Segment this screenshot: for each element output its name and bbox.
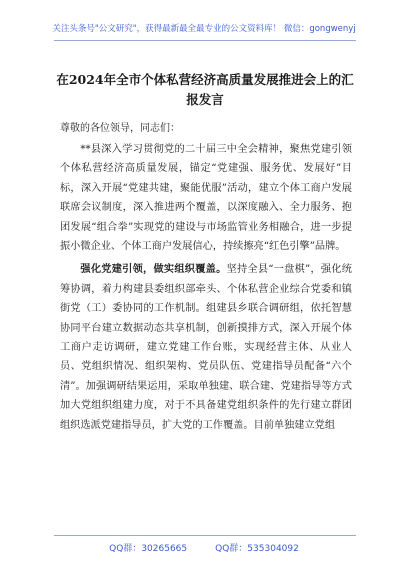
document-title: 在2024年全市个体私营经济高质量发展推进会上的汇报发言 [56,72,354,107]
document-body [60,140,352,439]
qq-group-1: QQ群：30265665 [109,544,188,554]
paragraph-text: 坚持全县“一盘棋”，强化统筹协调，着力构建县委组织部牵头、个体私营企业综合党委和镇街党（工）委协同的工作机制。组建县乡联合调研组，依托智慧协同平台建立数据动态共享机制，创新摸排方式，深入开展个体工商户走访调研，建立党建工作台账，实现经营主体、从业人员、党组织情况、组织架构、党员队伍、党建指导员配备“六个清”。加强调研结果运用，采取单独建、联合建、党建指导等方式加大党组织组建力度，对于不具备建党组织条件的先行建立群团组织选派党建指导员，扩大党的工作覆盖。目前单独建立党组 [60,264,352,431]
header-divider [54,40,356,41]
footer [0,541,408,554]
qq-group-2: QQ群：535304092 [215,544,299,554]
footer-divider [54,535,356,536]
paragraph: **县深入学习贯彻党的二十届三中全会精神，聚焦党建引领个体私营经济高质量发展，锚定“党建强、服务优、发展好”目标，深入开展“党建共建，聚能优服”活动，建立个体工商户发展联席会议制度，深入推进两个覆盖，以深度融入、全力服务、抱团发展“组合拳”实现党的建设与市场监管业务相融合，进一步提振小微企业、个体工商户发展信心，持续擦亮“红色引擎”品牌。 [60,144,352,253]
paragraph-lead: 强化党建引领，做实组织覆盖。 [80,263,227,276]
paragraph [60,260,352,435]
header-banner: 关注头条号"公文研究"，获得最新最全最专业的公文资料库！ 微信：gongwenyj [52,24,356,34]
salutation: 尊敬的各位领导，同志们： [60,123,180,134]
